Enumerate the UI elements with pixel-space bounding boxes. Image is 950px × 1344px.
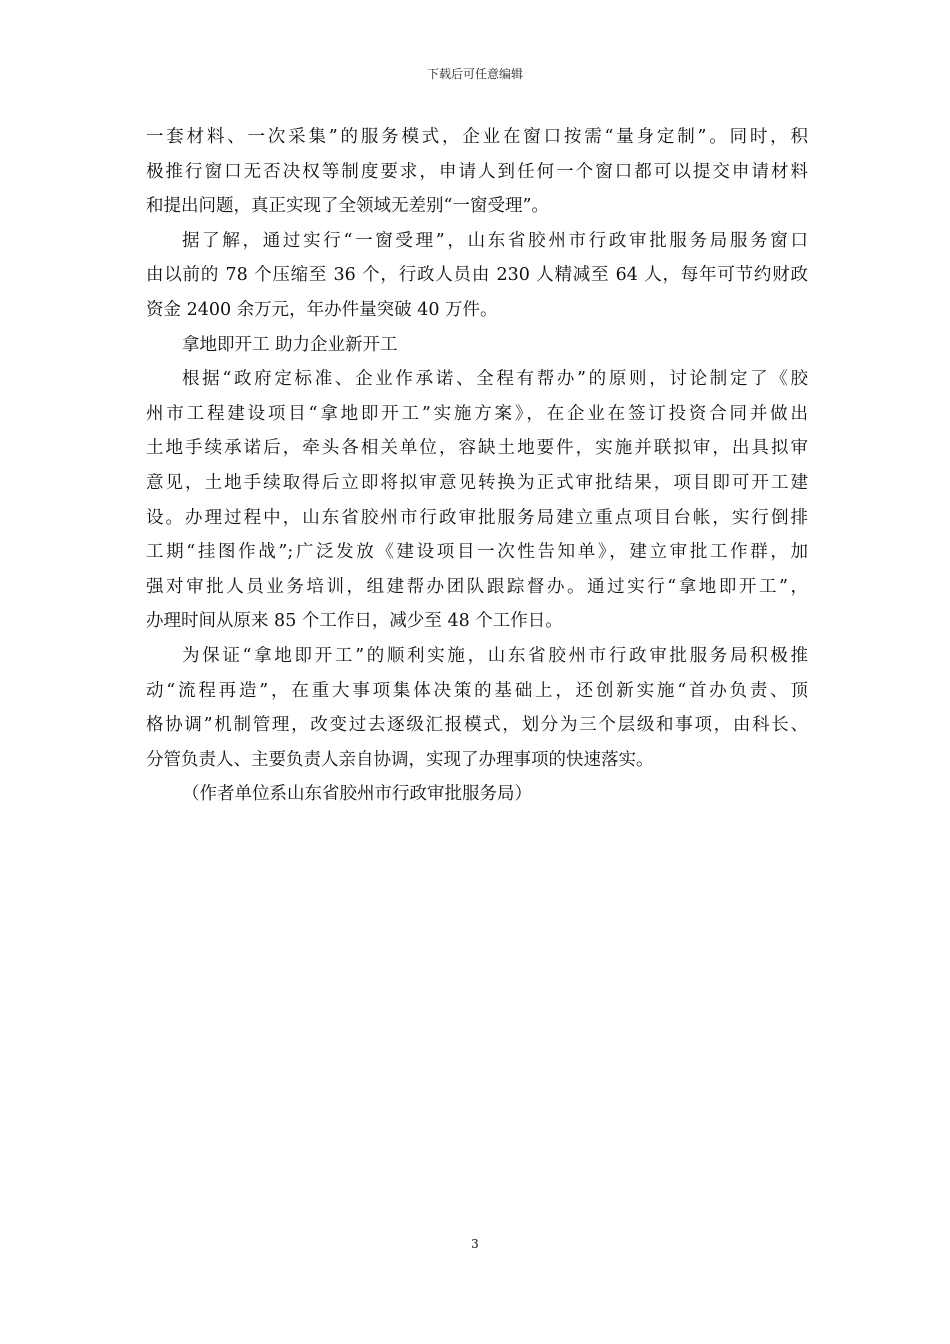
text-line: 办理时间从原来 85 个工作日，减少至 48 个工作日。 [146,611,563,632]
page-header: 下载后可任意编辑 [426,67,523,81]
text-line: 据了解，通过实行“一窗受理”，山东省胶州市行政审批服务局服务窗口 [182,230,808,251]
text-line: 根据“政府定标准、企业作承诺、全程有帮办”的原则，讨论制定了《胶 [182,369,808,390]
paragraph-process-reengineering [146,639,808,777]
text-line: 土地手续承诺后，牵头各相关单位，容缺土地要件，实施并联拟审，出具拟审 [146,438,808,459]
text-line: 由以前的 78 个压缩至 36 个，行政人员由 230 人精减至 64 人，每年可节约财政 [146,265,808,286]
text-line: 为保证“拿地即开工”的顺利实施，山东省胶州市行政审批服务局积极推 [182,645,808,666]
text-line: 极推行窗口无否决权等制度要求，申请人到任何一个窗口都可以提交申请材料 [146,161,808,182]
paragraph-window-statistics [146,224,808,328]
page-number: 3 [471,1237,479,1251]
text-line: 工期“挂图作战”;广泛发放《建设项目一次性告知单》，建立审批工作群，加 [146,542,808,563]
author-affiliation-text: （作者单位系山东省胶州市行政审批服务局） [182,784,532,805]
text-line: 动“流程再造”，在重大事项集体决策的基础上，还创新实施“首办负责、顶 [146,680,808,701]
text-line: 州市工程建设项目“拿地即开工”实施方案》，在企业在签订投资合同并做出 [146,403,808,424]
text-line: 和提出问题，真正实现了全领域无差别“一窗受理”。 [146,196,549,217]
text-line: 分管负责人、主要负责人亲自协调，实现了办理事项的快速落实。 [146,749,654,770]
section-heading-text: 拿地即开工 助力企业新开工 [182,334,398,355]
text-line: 一套材料、一次采集”的服务模式，企业在窗口按需“量身定制”。同时，积 [146,127,808,147]
document-body [146,120,808,812]
text-line: 强对审批人员业务培训，组建帮办团队跟踪督办。通过实行“拿地即开工”， [146,576,809,597]
text-line: 意见，土地手续取得后立即将拟审意见转换为正式审批结果，项目即可开工建 [146,472,808,493]
section-heading [146,328,808,363]
paragraph-continuation [146,120,808,224]
text-line: 格协调”机制管理，改变过去逐级汇报模式，划分为三个层级和事项，由科长、 [146,715,808,736]
author-affiliation [146,777,808,812]
text-line: 设。办理过程中，山东省胶州市行政审批服务局建立重点项目台帐，实行倒排 [146,507,808,528]
text-line: 资金 2400 余万元，年办件量突破 40 万件。 [146,299,498,320]
paragraph-plan-details [146,362,808,639]
